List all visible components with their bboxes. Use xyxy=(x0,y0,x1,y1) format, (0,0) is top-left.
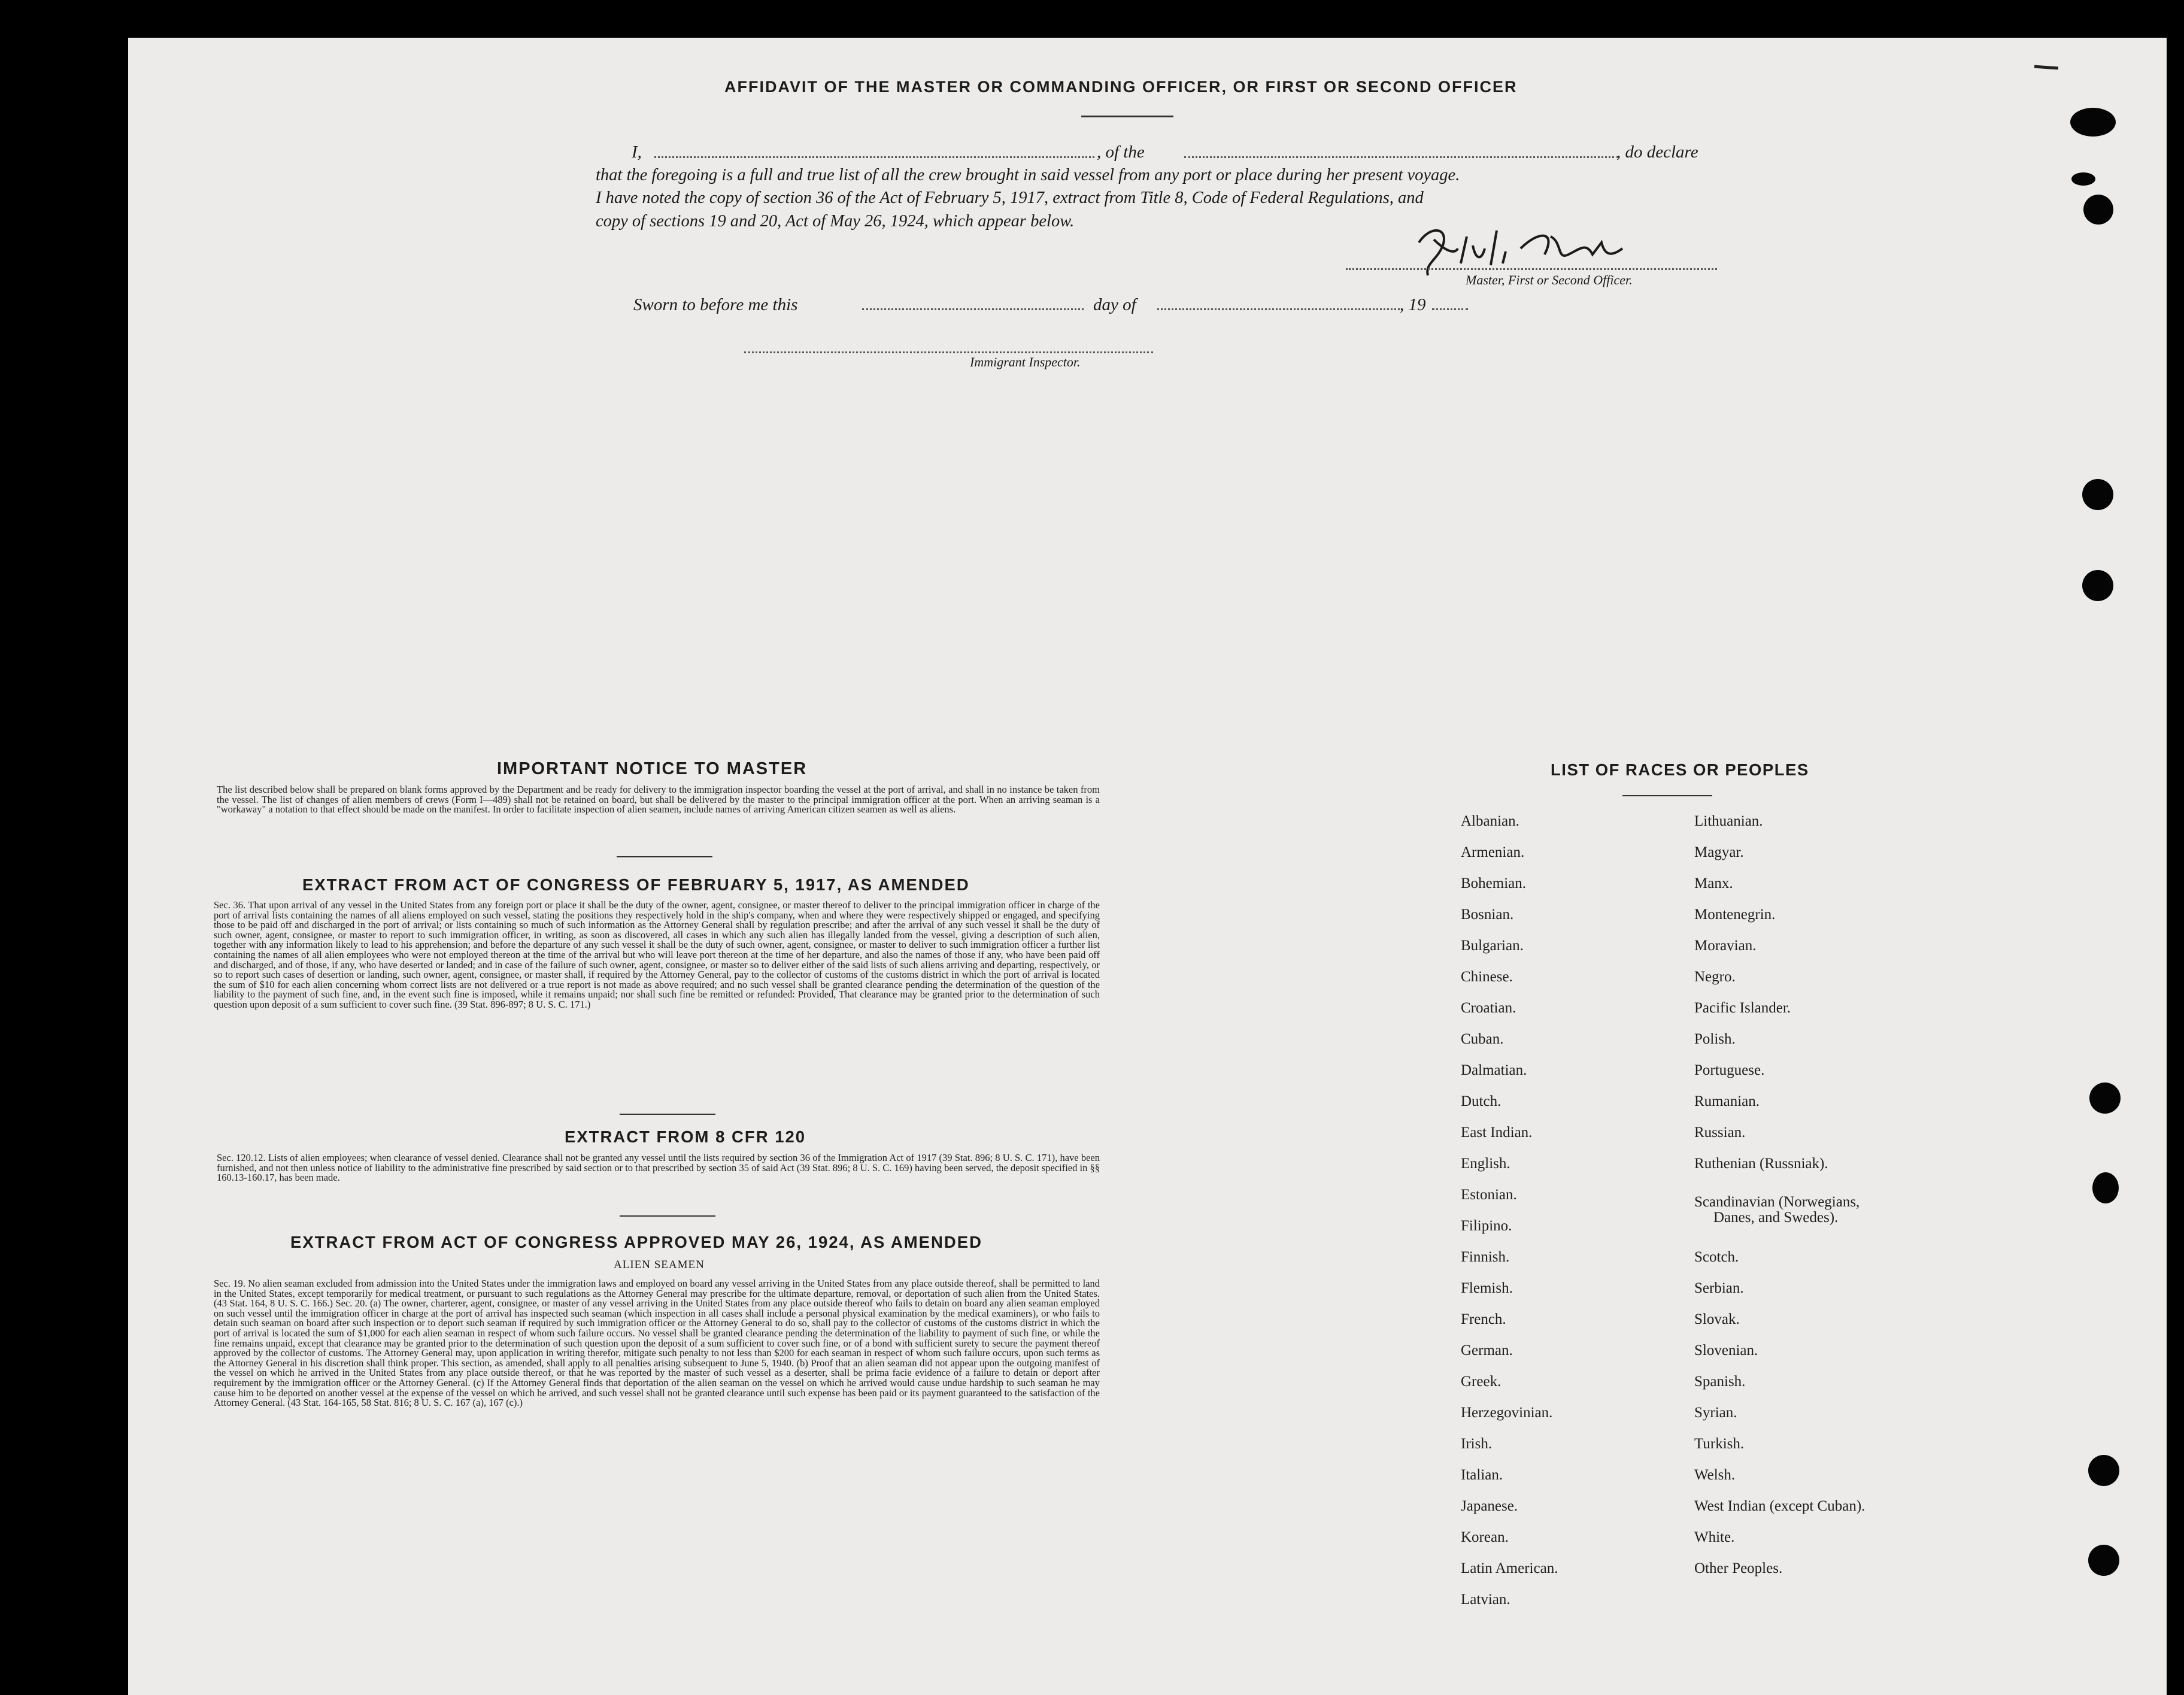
race-item: Croatian. xyxy=(1461,1000,1516,1016)
section-divider xyxy=(620,1215,715,1217)
affidavit-line3: I have noted the copy of section 36 of the Act of February 5, 1917, extract from Title 8, Code of Federal Regulations, and xyxy=(596,189,1424,207)
race-item: Scotch. xyxy=(1694,1249,1739,1265)
name-blank xyxy=(654,156,1094,158)
race-item: Portuguese. xyxy=(1694,1062,1765,1078)
race-item: Armenian. xyxy=(1461,844,1525,860)
inspector-line xyxy=(744,351,1153,353)
extract-cfr-text: Sec. 120.12. Lists of alien employees; when clearance of vessel denied. Clearance shall not be granted any vessel until the lists required by section 36 of the Immigration Act of 1917 (39 Stat. 896; 8 U. S. C. 171), have been furnished, and not then unless notice of liability to the administrative fine prescribed by said section or to that prescribed by section 35 of said Act (39 Stat. 896; 8 U. S. C. 169) having been served, the deposit specified in §§ 160.13-160.17, has been made. xyxy=(217,1152,1100,1184)
affidavit-of-the: , of the xyxy=(1097,142,1145,162)
race-item: Lithuanian. xyxy=(1694,813,1763,829)
year-blank xyxy=(1432,308,1468,310)
punch-hole xyxy=(2089,1083,2121,1114)
signature-label: Master, First or Second Officer. xyxy=(1466,272,1633,287)
race-item: Slovenian. xyxy=(1694,1342,1758,1359)
race-item: Polish. xyxy=(1694,1031,1736,1047)
punch-hole xyxy=(2070,108,2116,137)
punch-hole xyxy=(2088,1545,2119,1576)
race-item: Manx. xyxy=(1694,875,1733,892)
race-item: Moravian. xyxy=(1694,938,1757,954)
race-item: Finnish. xyxy=(1461,1249,1510,1265)
race-item: Filipino. xyxy=(1461,1218,1512,1234)
race-item: Chinese. xyxy=(1461,969,1513,985)
race-item: Welsh. xyxy=(1694,1467,1736,1483)
race-item: Italian. xyxy=(1461,1467,1503,1483)
race-item: Albanian. xyxy=(1461,813,1519,829)
extract-1917-title: EXTRACT FROM ACT OF CONGRESS OF FEBRUARY 5, 1917, AS AMENDED xyxy=(302,875,970,894)
title-underline xyxy=(1081,116,1173,117)
race-item: Rumanian. xyxy=(1694,1093,1760,1109)
month-blank xyxy=(1157,308,1400,310)
race-item: Dutch. xyxy=(1461,1093,1502,1109)
race-item: English. xyxy=(1461,1156,1510,1172)
extract-1924-title: EXTRACT FROM ACT OF CONGRESS APPROVED MAY 26, 1924, AS AMENDED xyxy=(290,1233,982,1251)
punch-hole xyxy=(2071,172,2095,186)
race-item: Korean. xyxy=(1461,1529,1509,1545)
punch-hole xyxy=(2082,570,2113,601)
inspector-label: Immigrant Inspector. xyxy=(970,354,1081,369)
race-item: Turkish. xyxy=(1694,1436,1745,1452)
race-item: Bulgarian. xyxy=(1461,938,1524,954)
affidavit-title: AFFIDAVIT OF THE MASTER OR COMMANDING OFFICER, OR FIRST OR SECOND OFFICER xyxy=(724,78,1518,96)
affidavit-line4: copy of sections 19 and 20, Act of May 26, 1924, which appear below. xyxy=(596,212,1075,231)
notice-text: The list described below shall be prepared on blank forms approved by the Department and be ready for delivery to the immigration inspector boarding the vessel at the port of arrival, and shall in no instance be taken from the vessel. The list of changes of alien members of crews (Form I—489) shall not be retained on board, but shall be delivered by the master to the principal immigration officer at the port. When an arriving seaman is a "workaway" a notation to that effect should be made on the manifest. In order to facilitate inspection of alien seamen, include names of arriving American citizen seamen as well as aliens. xyxy=(217,784,1100,815)
races-title: LIST OF RACES OR PEOPLES xyxy=(1551,760,1809,779)
race-item: Syrian. xyxy=(1694,1405,1737,1421)
extract-1917-text: Sec. 36. That upon arrival of any vessel in the United States from any foreign port or place it shall be the duty of the owner, agent, consignee, or master thereof to deliver to the principal immigration officer in charge of the port of arrival lists containing the names of all aliens employed on such vessel, stating the positions they respectively hold in the ship's company, when and where they were respectively shipped or engaged, and specifying those to be paid off and discharged in the port of arrival; or lists containing so much of such information as the Attorney General shall by regulation prescribe; and after the arrival of any such vessel it shall be the duty of such owner, agent, consignee, or master to report to such immigration officer, in writing, as soon as discovered, all cases in which any such alien has illegally landed from the vessel, giving a description of such alien, together with any information likely to lead to his apprehension; and before the departure of any such vessel it shall be the duty of such owner, agent, consignee, or master to deliver to such immigration officer a further list containing the names of all alien employees who were not employed thereon at the time of the arrival but who will leave port thereon at the time of her departure, and also the names of those if any, who have been paid off and discharged, and of those, if any, who have deserted or landed; and in case of the failure of such owner, agent, consignee, or master so to deliver either of the said lists of such aliens arriving and departing, respectively, or so to report such cases of desertion or landing, such owner, agent, consignee, or master shall, if required by the Attorney General, pay to the collector of customs of the customs district in which the port of arrival is located the sum of $10 for each alien concerning whom correct lists are not delivered or a true report is not made as above required; and no such vessel shall be granted clearance pending the determination of the question of the liability to the payment of such fine, and, in the event such fine is imposed, while it remains unpaid; nor shall such fine be remitted or refunded: Provided, That clearance may be granted prior to the determination of such question upon deposit of a sum sufficient to cover such fine. (39 Stat. 896-897; 8 U. S. C. 171.) xyxy=(214,899,1100,1010)
race-item: Irish. xyxy=(1461,1436,1493,1452)
race-item: Cuban. xyxy=(1461,1031,1504,1047)
extract-cfr-title: EXTRACT FROM 8 CFR 120 xyxy=(565,1127,806,1146)
race-item: Danes, and Swedes). xyxy=(1713,1209,1839,1226)
race-item: German. xyxy=(1461,1342,1513,1359)
race-item: White. xyxy=(1694,1529,1735,1545)
affidavit-i: I, xyxy=(632,142,642,162)
section-divider xyxy=(620,1114,715,1115)
affidavit-declare: , do declare xyxy=(1616,142,1698,162)
punch-hole xyxy=(2088,1455,2119,1486)
alien-seamen-subtitle: ALIEN SEAMEN xyxy=(614,1259,705,1271)
race-item: Magyar. xyxy=(1694,844,1744,860)
affidavit-line2: that the foregoing is a full and true list of all the crew brought in said vessel from any port or place during her present voyage. xyxy=(596,166,1460,184)
race-item: Bohemian. xyxy=(1461,875,1527,892)
races-underline xyxy=(1622,795,1712,796)
sworn-day-blank xyxy=(862,308,1084,310)
race-item: Bosnian. xyxy=(1461,906,1514,923)
race-item: Serbian. xyxy=(1694,1280,1744,1296)
sworn-text: Sworn to before me this xyxy=(633,295,798,314)
race-item: Japanese. xyxy=(1461,1498,1518,1514)
race-item: Estonian. xyxy=(1461,1187,1517,1203)
notice-title: IMPORTANT NOTICE TO MASTER xyxy=(497,759,808,778)
race-item: West Indian (except Cuban). xyxy=(1694,1498,1866,1514)
race-item: Ruthenian (Russniak). xyxy=(1694,1156,1828,1172)
race-item: Dalmatian. xyxy=(1461,1062,1527,1078)
race-item: Slovak. xyxy=(1694,1311,1740,1327)
race-item: Negro. xyxy=(1694,969,1736,985)
race-item: East Indian. xyxy=(1461,1124,1533,1141)
signature-line xyxy=(1346,268,1717,270)
document-page xyxy=(128,38,2167,1695)
race-item: Latin American. xyxy=(1461,1560,1558,1576)
race-item: Spanish. xyxy=(1694,1373,1746,1390)
race-item: Greek. xyxy=(1461,1373,1502,1390)
punch-hole xyxy=(2092,1172,2119,1203)
race-item: Montenegrin. xyxy=(1694,906,1776,923)
race-item: Other Peoples. xyxy=(1694,1560,1783,1576)
race-item: Flemish. xyxy=(1461,1280,1513,1296)
extract-1924-text: Sec. 19. No alien seaman excluded from admission into the United States under the immigration laws and employed on board any vessel arriving in the United States from any place outside thereof, shall be permitted to land in the United States, except temporarily for medical treatment, or pursuant to such regulations as the Attorney General may prescribe for the ultimate departure, removal, or deportation of such alien from the United States. (43 Stat. 164, 8 U. S. C. 166.) Sec. 20. (a) The owner, charterer, agent, consignee, or master of any vessel arriving in the United States from any place outside thereof who fails to detain on board any alien seaman employed on such vessel until the immigration officer in charge at the port of arrival has inspected such seaman (which inspection in all cases shall include a personal physical examination by the medical examiners), or who fails to detain such seaman on board after such inspection or to deport such seaman if required by such immigration officer or the Attorney General to do so, shall pay to the collector of customs of the customs district in which the port of arrival is located the sum of $1,000 for each alien seaman in respect of whom such failure occurs. No vessel shall be granted clearance pending the determination of the liability to payment of such fine, or while the fine remains unpaid, except that clearance may be granted prior to the determination of such question upon the deposit of a sum sufficient to cover such fine, or of a bond with sufficient surety to secure the payment thereof approved by the collector of customs. The Attorney General may, upon application in writing therefor, mitigate such penalty to not less than $200 for each seaman in respect of whom such failure occurs, upon such terms as the Attorney General in his discretion shall think proper. This section, as amended, shall apply to all penalties arising subsequent to June 5, 1940. (b) Proof that an alien seaman did not appear upon the outgoing manifest of the vessel on which he arrived in the United States from any place outside thereof, or that he was reported by the master of such vessel as a deserter, shall be prima facie evidence of a failure to detain or deport after requirement by the immigration officer or the Attorney General. (c) If the Attorney General finds that deportation of the alien seaman on the vessel on which he arrived would cause undue hardship to such seaman he may cause him to be deported on another vessel at the expense of the vessel on which he arrived, and such vessel shall not be granted clearance until such expense has been paid or its payment guaranteed to the satisfaction of the Attorney General. (43 Stat. 164-165, 58 Stat. 816; 8 U. S. C. 167 (a), 167 (c).) xyxy=(214,1278,1100,1409)
year-text: , 19 xyxy=(1400,295,1426,314)
punch-hole xyxy=(2083,195,2113,225)
punch-hole xyxy=(2082,479,2113,510)
race-item: Scandinavian (Norwegians, xyxy=(1694,1194,1860,1210)
race-item: Herzegovinian. xyxy=(1461,1405,1553,1421)
vessel-blank xyxy=(1184,156,1618,158)
race-item: Russian. xyxy=(1694,1124,1746,1141)
race-item: Pacific Islander. xyxy=(1694,1000,1791,1016)
race-item: Latvian. xyxy=(1461,1591,1510,1608)
race-item: French. xyxy=(1461,1311,1506,1327)
day-of-text: day of xyxy=(1093,295,1136,314)
section-divider xyxy=(617,856,712,857)
